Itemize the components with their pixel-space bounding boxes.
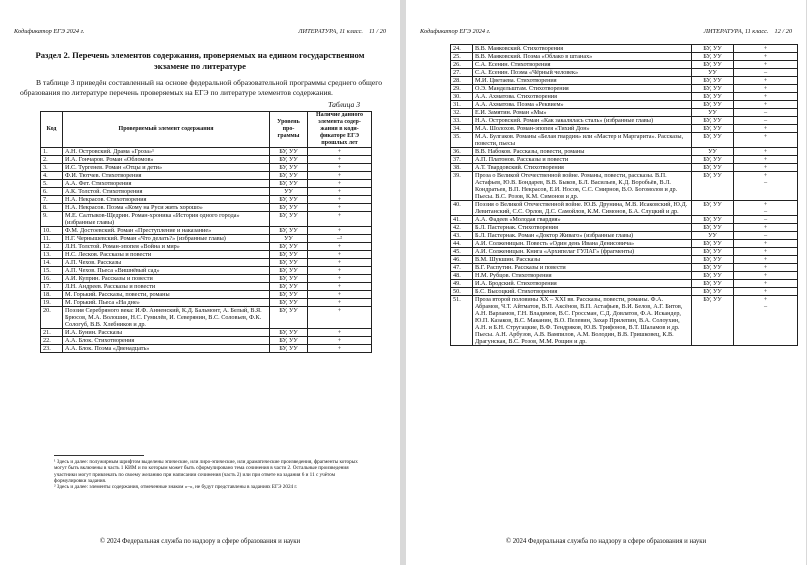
row-level: БУ, УУ: [692, 201, 734, 216]
row-level: БУ, УУ: [270, 299, 308, 307]
table-row: [451, 148, 798, 156]
row-presence: +: [308, 243, 372, 251]
column-header-level: Уровень про-граммы: [270, 112, 308, 148]
row-presence: +: [734, 164, 798, 172]
row-presence: +: [734, 156, 798, 164]
column-header-element: Проверяемый элемент содержания: [63, 112, 270, 148]
row-code: 36.: [451, 148, 473, 156]
row-level: БУ, УУ: [692, 296, 734, 346]
row-presence: +: [308, 307, 372, 329]
row-presence: +: [734, 264, 798, 272]
row-presence: +: [734, 248, 798, 256]
table-row: [451, 109, 798, 117]
row-element: А.И. Солженицын. Книга «Архипелаг ГУЛАГ» (фрагменты): [473, 248, 692, 256]
row-code: 44.: [451, 240, 473, 248]
row-presence: +: [308, 148, 372, 156]
row-code: 33.: [451, 117, 473, 125]
row-level: БУ, УУ: [692, 172, 734, 201]
row-code: 28.: [451, 77, 473, 85]
row-presence: +: [734, 85, 798, 93]
row-level: БУ, УУ: [692, 85, 734, 93]
row-presence: +: [308, 212, 372, 227]
table-row: [41, 204, 372, 212]
right-page: [406, 0, 806, 565]
table-row: [451, 172, 798, 201]
row-element: А.И. Куприн. Рассказы и повести: [63, 275, 270, 283]
row-level: БУ, УУ: [692, 256, 734, 264]
row-code: 17.: [41, 283, 63, 291]
row-level: БУ, УУ: [270, 259, 308, 267]
row-presence: +: [308, 337, 372, 345]
row-level: БУ, УУ: [692, 164, 734, 172]
table-row: [451, 133, 798, 148]
table-row: [41, 307, 372, 329]
row-code: 48.: [451, 272, 473, 280]
table-row: [451, 45, 798, 53]
row-code: 15.: [41, 267, 63, 275]
row-presence: –²: [308, 235, 372, 243]
row-element: Поэзия о Великой Отечественной войне. Ю.В. Друнина, М.В. Исаковский, Ю.Д. Левитанский, С.С. Орлов, Д.С. Самойлов, К.М. Симонов, Б.А. Слуцкий и др.: [473, 201, 692, 216]
row-element: А.Т. Твардовский. Стихотворения: [473, 164, 692, 172]
row-presence: +: [308, 267, 372, 275]
table-row: [41, 251, 372, 259]
row-element: Проза о Великой Отечественной войне. Романы, повести, рассказы. В.П. Астафьев, Ю.В. Бондарев, В.В. Быков, Б.Л. Васильев, К.Д. Воробьёв, В.Л. Кондратьев, В.П. Некрасов, Е.И. Носов, С.С. Смирнов, В.О. Богомолов и др. Пьесы. В.С. Розов, К.М. Симонов и др.: [473, 172, 692, 201]
table-row: [41, 148, 372, 156]
table-row: [451, 69, 798, 77]
row-element: Н.М. Рубцов. Стихотворения: [473, 272, 692, 280]
row-code: 13.: [41, 251, 63, 259]
row-element: А.А. Фет. Стихотворения: [63, 180, 270, 188]
row-presence: +: [308, 291, 372, 299]
row-presence: +: [734, 280, 798, 288]
row-presence: +: [308, 329, 372, 337]
row-presence: –: [734, 109, 798, 117]
row-code: 46.: [451, 256, 473, 264]
header-page-number: 12 / 20: [774, 28, 792, 35]
page-header: [420, 8, 792, 42]
table-row: [41, 283, 372, 291]
row-level: УУ: [692, 69, 734, 77]
row-level: БУ, УУ: [692, 272, 734, 280]
row-code: 32.: [451, 109, 473, 117]
row-code: 9.: [41, 212, 63, 227]
row-element: А.П. Чехов. Рассказы: [63, 259, 270, 267]
row-code: 31.: [451, 101, 473, 109]
row-level: БУ, УУ: [692, 53, 734, 61]
row-code: 5.: [41, 180, 63, 188]
row-element: А.А. Ахматова. Поэма «Реквием»: [473, 101, 692, 109]
row-level: БУ, УУ: [270, 196, 308, 204]
row-code: 19.: [41, 299, 63, 307]
row-element: М.Е. Салтыков-Щедрин. Роман-хроника «История одного города» (избранные главы): [63, 212, 270, 227]
row-element: И.А. Бродский. Стихотворения: [473, 280, 692, 288]
row-presence: +: [308, 345, 372, 353]
row-element: Б.С. Высоцкий. Стихотворения: [473, 288, 692, 296]
footnote-2: ² Здесь и далее: элементы содержания, отмеченные знаком «–», не будут представлены в заданиях ЕГЭ 2024 г.: [54, 484, 298, 491]
row-level: БУ, УУ: [692, 216, 734, 224]
table-row: [451, 272, 798, 280]
row-code: 16.: [41, 275, 63, 283]
intro-paragraph: В таблице 3 приведён составленный на основе федеральной образовательной программы среднего общего образования по литературе перечень проверяемых на ЕГЭ по литературе элементов содержания.: [20, 78, 382, 97]
row-code: 14.: [41, 259, 63, 267]
table-row: [451, 280, 798, 288]
row-element: А.П. Чехов. Пьеса «Вишнёвый сад»: [63, 267, 270, 275]
row-code: 4.: [41, 172, 63, 180]
header-title: Кодификатор ЕГЭ 2024 г.: [420, 28, 491, 35]
row-code: 24.: [451, 45, 473, 53]
row-level: УУ: [692, 232, 734, 240]
row-element: А.А. Блок. Стихотворения: [63, 337, 270, 345]
row-level: БУ, УУ: [270, 291, 308, 299]
row-presence: –: [734, 69, 798, 77]
table-row: [451, 224, 798, 232]
table-row: [451, 101, 798, 109]
table-row: [451, 216, 798, 224]
row-code: 40.: [451, 201, 473, 216]
table-row: [41, 180, 372, 188]
row-code: 10.: [41, 227, 63, 235]
row-level: БУ, УУ: [692, 264, 734, 272]
row-element: Ф.И. Тютчев. Стихотворения: [63, 172, 270, 180]
row-level: БУ, УУ: [692, 77, 734, 85]
table-header-row: [41, 112, 372, 148]
row-code: 6.: [41, 188, 63, 196]
row-code: 23.: [41, 345, 63, 353]
table-row: [451, 201, 798, 216]
table-row: [451, 53, 798, 61]
row-presence: +: [308, 204, 372, 212]
row-level: БУ, УУ: [270, 148, 308, 156]
row-element: О.Э. Мандельштам. Стихотворения: [473, 85, 692, 93]
row-level: БУ, УУ: [270, 329, 308, 337]
table-row: [451, 264, 798, 272]
row-code: 20.: [41, 307, 63, 329]
row-level: БУ, УУ: [270, 164, 308, 172]
row-element: Е.И. Замятин. Роман «Мы»: [473, 109, 692, 117]
table-row: [41, 259, 372, 267]
table-row: [451, 125, 798, 133]
row-level: БУ, УУ: [270, 251, 308, 259]
header-subject: ЛИТЕРАТУРА, 11 класс.: [298, 28, 363, 35]
row-presence: +: [308, 299, 372, 307]
row-code: 39.: [451, 172, 473, 201]
row-presence: +: [734, 256, 798, 264]
table-row: [451, 296, 798, 346]
row-level: БУ, УУ: [692, 45, 734, 53]
content-table: [40, 111, 372, 353]
row-element: С.А. Есенин. Стихотворения: [473, 61, 692, 69]
row-code: 47.: [451, 264, 473, 272]
row-element: Ф.М. Достоевский. Роман «Преступление и наказание»: [63, 227, 270, 235]
row-element: Н.А. Некрасов. Стихотворения: [63, 196, 270, 204]
row-presence: +: [734, 125, 798, 133]
row-element: А.И. Солженицын. Повесть «Один день Ивана Денисовича»: [473, 240, 692, 248]
row-element: В.В. Набоков. Рассказы, повести, романы: [473, 148, 692, 156]
table-row: [41, 227, 372, 235]
row-element: И.А. Бунин. Рассказы: [63, 329, 270, 337]
row-code: 43.: [451, 232, 473, 240]
table-row: [41, 172, 372, 180]
row-code: 8.: [41, 204, 63, 212]
table-row: [451, 156, 798, 164]
row-level: БУ, УУ: [270, 275, 308, 283]
table-row: [451, 232, 798, 240]
row-element: А.К. Толстой. Стихотворения: [63, 188, 270, 196]
row-presence: +: [308, 164, 372, 172]
row-level: БУ, УУ: [692, 101, 734, 109]
row-level: БУ, УУ: [270, 156, 308, 164]
table-row: [41, 291, 372, 299]
row-presence: +: [308, 251, 372, 259]
row-presence: +: [734, 240, 798, 248]
row-level: БУ, УУ: [270, 212, 308, 227]
row-presence: –: [734, 232, 798, 240]
row-presence: +: [734, 148, 798, 156]
table-row: [451, 117, 798, 125]
row-level: БУ, УУ: [270, 337, 308, 345]
row-code: 42.: [451, 224, 473, 232]
table-row: [41, 235, 372, 243]
row-code: 51.: [451, 296, 473, 346]
row-element: А.П. Платонов. Рассказы и повести: [473, 156, 692, 164]
row-level: УУ: [270, 188, 308, 196]
row-level: УУ: [270, 235, 308, 243]
row-element: А.А. Ахматова. Стихотворения: [473, 93, 692, 101]
row-code: 27.: [451, 69, 473, 77]
row-presence: +: [734, 133, 798, 148]
row-presence: + –: [734, 201, 798, 216]
row-presence: –: [734, 216, 798, 224]
row-level: БУ, УУ: [692, 240, 734, 248]
row-presence: +: [308, 227, 372, 235]
row-code: 18.: [41, 291, 63, 299]
table-row: [41, 275, 372, 283]
section-title: Раздел 2. Перечень элементов содержания, проверяемых на едином государственном экзамене по литературе: [35, 50, 365, 71]
row-code: 22.: [41, 337, 63, 345]
row-level: БУ, УУ: [692, 61, 734, 69]
table-row: [451, 61, 798, 69]
header-page-number: 11 / 20: [368, 28, 386, 35]
row-presence: + –: [734, 296, 798, 346]
row-element: С.А. Есенин. Поэма «Чёрный человек»: [473, 69, 692, 77]
row-level: БУ, УУ: [270, 204, 308, 212]
content-table-continued: [450, 44, 798, 346]
row-presence: +: [308, 156, 372, 164]
table-row: [451, 164, 798, 172]
table-row: [41, 196, 372, 204]
table-row: [41, 156, 372, 164]
row-element: Б.Л. Пастернак. Роман «Доктор Живаго» (избранные главы): [473, 232, 692, 240]
row-presence: +: [308, 283, 372, 291]
row-code: 30.: [451, 93, 473, 101]
left-page: [0, 0, 400, 565]
table-row: [41, 299, 372, 307]
row-code: 35.: [451, 133, 473, 148]
footnotes: [54, 455, 364, 490]
row-element: М. Горький. Рассказы, повести, романы: [63, 291, 270, 299]
row-code: 7.: [41, 196, 63, 204]
row-presence: + –: [734, 172, 798, 201]
column-header-presence: Наличие данного элемента содер-жания в коди-фикаторе ЕГЭ прошлых лет: [308, 112, 372, 148]
row-presence: +: [734, 61, 798, 69]
table-row: [41, 337, 372, 345]
row-element: Л.Н. Толстой. Роман-эпопея «Война и мир»: [63, 243, 270, 251]
row-code: 49.: [451, 280, 473, 288]
row-element: Проза второй половины XX – XXI вв. Рассказы, повести, романы. Ф.А. Абрамов, Ч.Т. Айтматов, В.П. Аксёнов, В.П. Астафьев, В.И. Белов, А.Г. Битов, А.Н. Варламов, Г.Н. Владимов, В.С. Гроссман, С.Д. Довлатов, Ф.А. Искандер, Ю.П. Казаков, В.С. Маканин, В.О. Пелевин, Захар Прилепин, В.А. Солоухин, А.Н. и Б.Н. Стругацкие, В.Ф. Тендряков, Ю.В. Трифонов, В.Т. Шаламов и др. Пьесы. А.Н. Арбузов, А.В. Вампилов, А.М. Володин, В.В. Гришковец, К.В. Драгунская, В.С. Розов, М.М. Рощин и др.: [473, 296, 692, 346]
row-element: Н.А. Некрасов. Поэма «Кому на Руси жить хорошо»: [63, 204, 270, 212]
row-presence: +: [308, 196, 372, 204]
row-element: А.А. Блок. Поэма «Двенадцать»: [63, 345, 270, 353]
row-level: УУ: [692, 109, 734, 117]
page-footer: © 2024 Федеральная служба по надзору в сфере образования и науки: [99, 538, 301, 545]
row-level: БУ, УУ: [692, 133, 734, 148]
row-code: 45.: [451, 248, 473, 256]
row-level: БУ, УУ: [692, 156, 734, 164]
row-code: 34.: [451, 125, 473, 133]
header-title: Кодификатор ЕГЭ 2024 г.: [14, 28, 85, 35]
row-element: В.М. Шукшин. Рассказы: [473, 256, 692, 264]
footnote-1: ¹ Здесь и далее: полужирным шрифтом выделены эпические, или лиро-эпические, или драматические произведения, фрагменты которых могут быть включены в часть 1 КИМ и по которым может быть сформулировано тема сочинения в части 2. Остальные произведения участники могут привлекать по своему желанию при написании сочинения (часть 2) или при ответе на задания 6 и 11 с учётом формулировки задания.: [54, 459, 358, 484]
row-presence: +: [308, 172, 372, 180]
row-code: 25.: [451, 53, 473, 61]
row-level: БУ, УУ: [270, 345, 308, 353]
row-level: БУ, УУ: [692, 224, 734, 232]
row-element: В.В. Маяковский. Стихотворения: [473, 45, 692, 53]
row-element: М. Горький. Пьеса «На дне»: [63, 299, 270, 307]
row-presence: +: [308, 259, 372, 267]
row-presence: +: [734, 224, 798, 232]
row-element: И.С. Тургенев. Роман «Отцы и дети»: [63, 164, 270, 172]
table-row: [41, 267, 372, 275]
row-code: 12.: [41, 243, 63, 251]
table-caption: Таблица 3: [328, 100, 360, 109]
row-presence: +: [308, 180, 372, 188]
row-element: Поэзия Серебряного века: И.Ф. Анненский, К.Д. Бальмонт, А. Белый, В.Я. Брюсов, М.А. Волошин, Н.С. Гумилёв, И. Северянин, В.С. Соловьев, Ф.К. Сологуб, В.В. Хлебников и др.: [63, 307, 270, 329]
row-code: 41.: [451, 216, 473, 224]
row-element: А.А. Фадеев «Молодая гвардия»: [473, 216, 692, 224]
row-level: БУ, УУ: [692, 248, 734, 256]
row-code: 2.: [41, 156, 63, 164]
row-presence: +: [734, 272, 798, 280]
row-level: БУ, УУ: [270, 307, 308, 329]
row-element: М.И. Цветаева. Стихотворения: [473, 77, 692, 85]
table-row: [451, 77, 798, 85]
row-code: 50.: [451, 288, 473, 296]
row-level: БУ, УУ: [270, 283, 308, 291]
table-row: [41, 329, 372, 337]
row-presence: –: [734, 117, 798, 125]
row-level: БУ, УУ: [692, 288, 734, 296]
row-level: БУ, УУ: [270, 180, 308, 188]
row-code: 11.: [41, 235, 63, 243]
row-presence: +: [734, 53, 798, 61]
row-element: М.А. Булгаков. Романы «Белая гвардия» или «Мастер и Маргарита». Рассказы, повести, пьесы: [473, 133, 692, 148]
table-row: [451, 248, 798, 256]
table-row: [41, 243, 372, 251]
header-subject: ЛИТЕРАТУРА, 11 класс.: [703, 28, 769, 35]
row-level: БУ, УУ: [270, 267, 308, 275]
row-level: БУ, УУ: [270, 227, 308, 235]
row-presence: +: [308, 188, 372, 196]
table-row: [451, 85, 798, 93]
row-code: 37.: [451, 156, 473, 164]
row-level: БУ, УУ: [692, 117, 734, 125]
row-presence: +: [734, 77, 798, 85]
row-code: 38.: [451, 164, 473, 172]
page-header: [14, 8, 386, 42]
table-row: [41, 188, 372, 196]
row-element: Н.С. Лесков. Рассказы и повести: [63, 251, 270, 259]
row-code: 1.: [41, 148, 63, 156]
row-code: 26.: [451, 61, 473, 69]
row-level: БУ, УУ: [692, 280, 734, 288]
row-element: А.Н. Островский. Драма «Гроза»¹: [63, 148, 270, 156]
row-code: 21.: [41, 329, 63, 337]
row-code: 29.: [451, 85, 473, 93]
table-row: [451, 93, 798, 101]
row-code: 3.: [41, 164, 63, 172]
table-row: [41, 164, 372, 172]
row-level: БУ, УУ: [270, 172, 308, 180]
row-presence: +: [734, 288, 798, 296]
row-element: В.В. Маяковский. Поэма «Облако в штанах»: [473, 53, 692, 61]
row-element: И.А. Гончаров. Роман «Обломов»: [63, 156, 270, 164]
row-level: УУ: [692, 148, 734, 156]
row-presence: +: [734, 101, 798, 109]
table-row: [41, 345, 372, 353]
row-element: В.Г. Распутин. Рассказы и повести: [473, 264, 692, 272]
row-level: БУ, УУ: [692, 93, 734, 101]
table-row: [451, 240, 798, 248]
row-element: Н.Г. Чернышевский. Роман «Что делать?» (избранные главы): [63, 235, 270, 243]
row-element: М.А. Шолохов. Роман-эпопея «Тихий Дон»: [473, 125, 692, 133]
row-level: БУ, УУ: [692, 125, 734, 133]
row-element: Л.Н. Андреев. Рассказы и повести: [63, 283, 270, 291]
column-header-code: Код: [41, 112, 63, 148]
row-presence: +: [734, 93, 798, 101]
row-element: Н.А. Островский. Роман «Как закалялась сталь» (избранные главы): [473, 117, 692, 125]
page-footer: © 2024 Федеральная служба по надзору в сфере образования и науки: [505, 538, 707, 545]
table-row: [451, 256, 798, 264]
row-element: Б.Л. Пастернак. Стихотворения: [473, 224, 692, 232]
row-presence: +: [734, 45, 798, 53]
row-level: БУ, УУ: [270, 243, 308, 251]
table-row: [451, 288, 798, 296]
row-presence: +: [308, 275, 372, 283]
table-row: [41, 212, 372, 227]
